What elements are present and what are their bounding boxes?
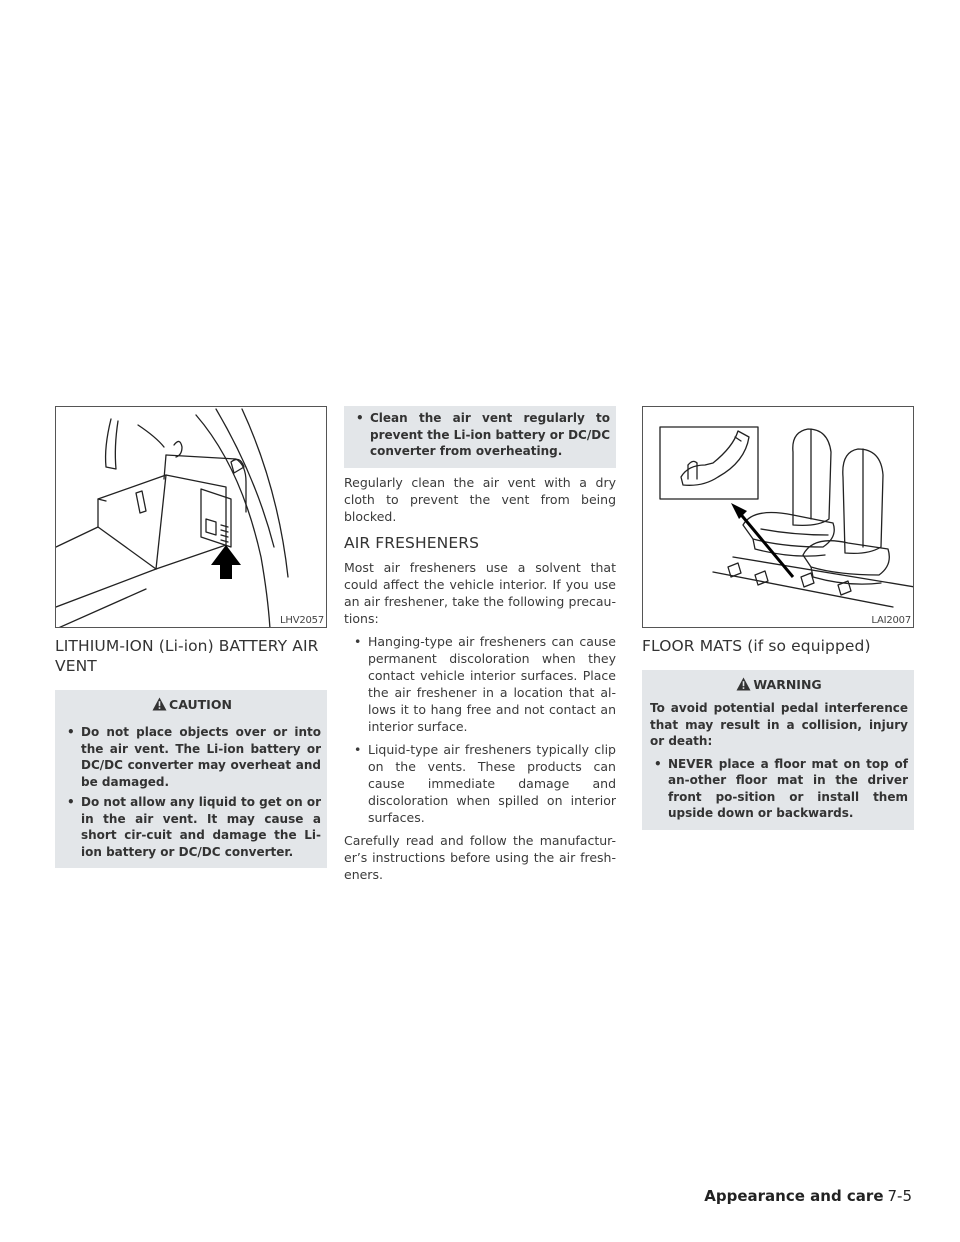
caution-box-continued (344, 406, 616, 468)
warning-item: • NEVER place a floor mat on top of an-other floor mat in the driver front po-sition or install them upside down or backwards. (654, 756, 908, 820)
caution-box (55, 690, 327, 868)
column-left (55, 406, 327, 868)
column-middle (344, 406, 616, 883)
section-heading-air-fresheners: AIR FRESHENERS (344, 533, 480, 552)
paragraph: Carefully read and follow the manufactur-er’s instructions before using the air fresh-eners. (344, 832, 616, 882)
warning-box (642, 670, 914, 830)
page-number: 7-5 (887, 1187, 912, 1205)
floor-mat-illustration (643, 407, 914, 628)
caution-item: • Clean the air vent regularly to prevent the Li-ion battery or DC/DC converter from overheating. (356, 411, 610, 458)
floor-mat-figure (642, 406, 914, 628)
section-heading-floor-mats: FLOOR MATS (if so equipped) (642, 637, 871, 655)
section-heading-battery-vent: LITHIUM-ION (Li-ion) BATTERY AIR VENT (55, 637, 319, 675)
warning-title: WARNING (753, 677, 822, 692)
warning-triangle-icon (736, 677, 751, 694)
column-right (642, 406, 914, 830)
caution-item: • Do not place objects over or into the air vent. The Li-ion battery or DC/DC converter may overheat and be damaged. (67, 725, 321, 789)
paragraph: Most air fresheners use a solvent that could affect the vehicle interior. If you use an air freshener, take the following precau-tions: (344, 559, 616, 626)
list-item: • Liquid-type air fresheners typically clip on the vents. These products can cause immediate damage and discoloration when spilled on interior surfaces. (354, 741, 616, 825)
paragraph: Regularly clean the air vent with a dry cloth to prevent the vent from being blocked. (344, 474, 616, 524)
battery-vent-figure (55, 406, 327, 628)
footer-section-title: Appearance and care (704, 1187, 884, 1205)
caution-title: CAUTION (169, 697, 232, 712)
page-footer (704, 1187, 912, 1205)
warning-lead: To avoid potential pedal interference that may result in a collision, injury or death: (650, 701, 908, 748)
caution-item: • Do not allow any liquid to get on or in the air vent. It may cause a short cir-cuit and damage the Li-ion battery or DC/DC converter. (67, 795, 321, 859)
list-item: • Hanging-type air fresheners can cause permanent discoloration when they contact vehicle interior surfaces. Place the air freshener in a location that al-lows it to hang free and not contact an interior surface. (354, 633, 616, 734)
warning-header (650, 676, 908, 700)
caution-header (63, 696, 321, 720)
figure-code: LAI2007 (871, 615, 911, 626)
warning-triangle-icon (152, 697, 167, 714)
figure-code: LHV2057 (280, 615, 324, 626)
battery-vent-illustration (56, 407, 327, 628)
